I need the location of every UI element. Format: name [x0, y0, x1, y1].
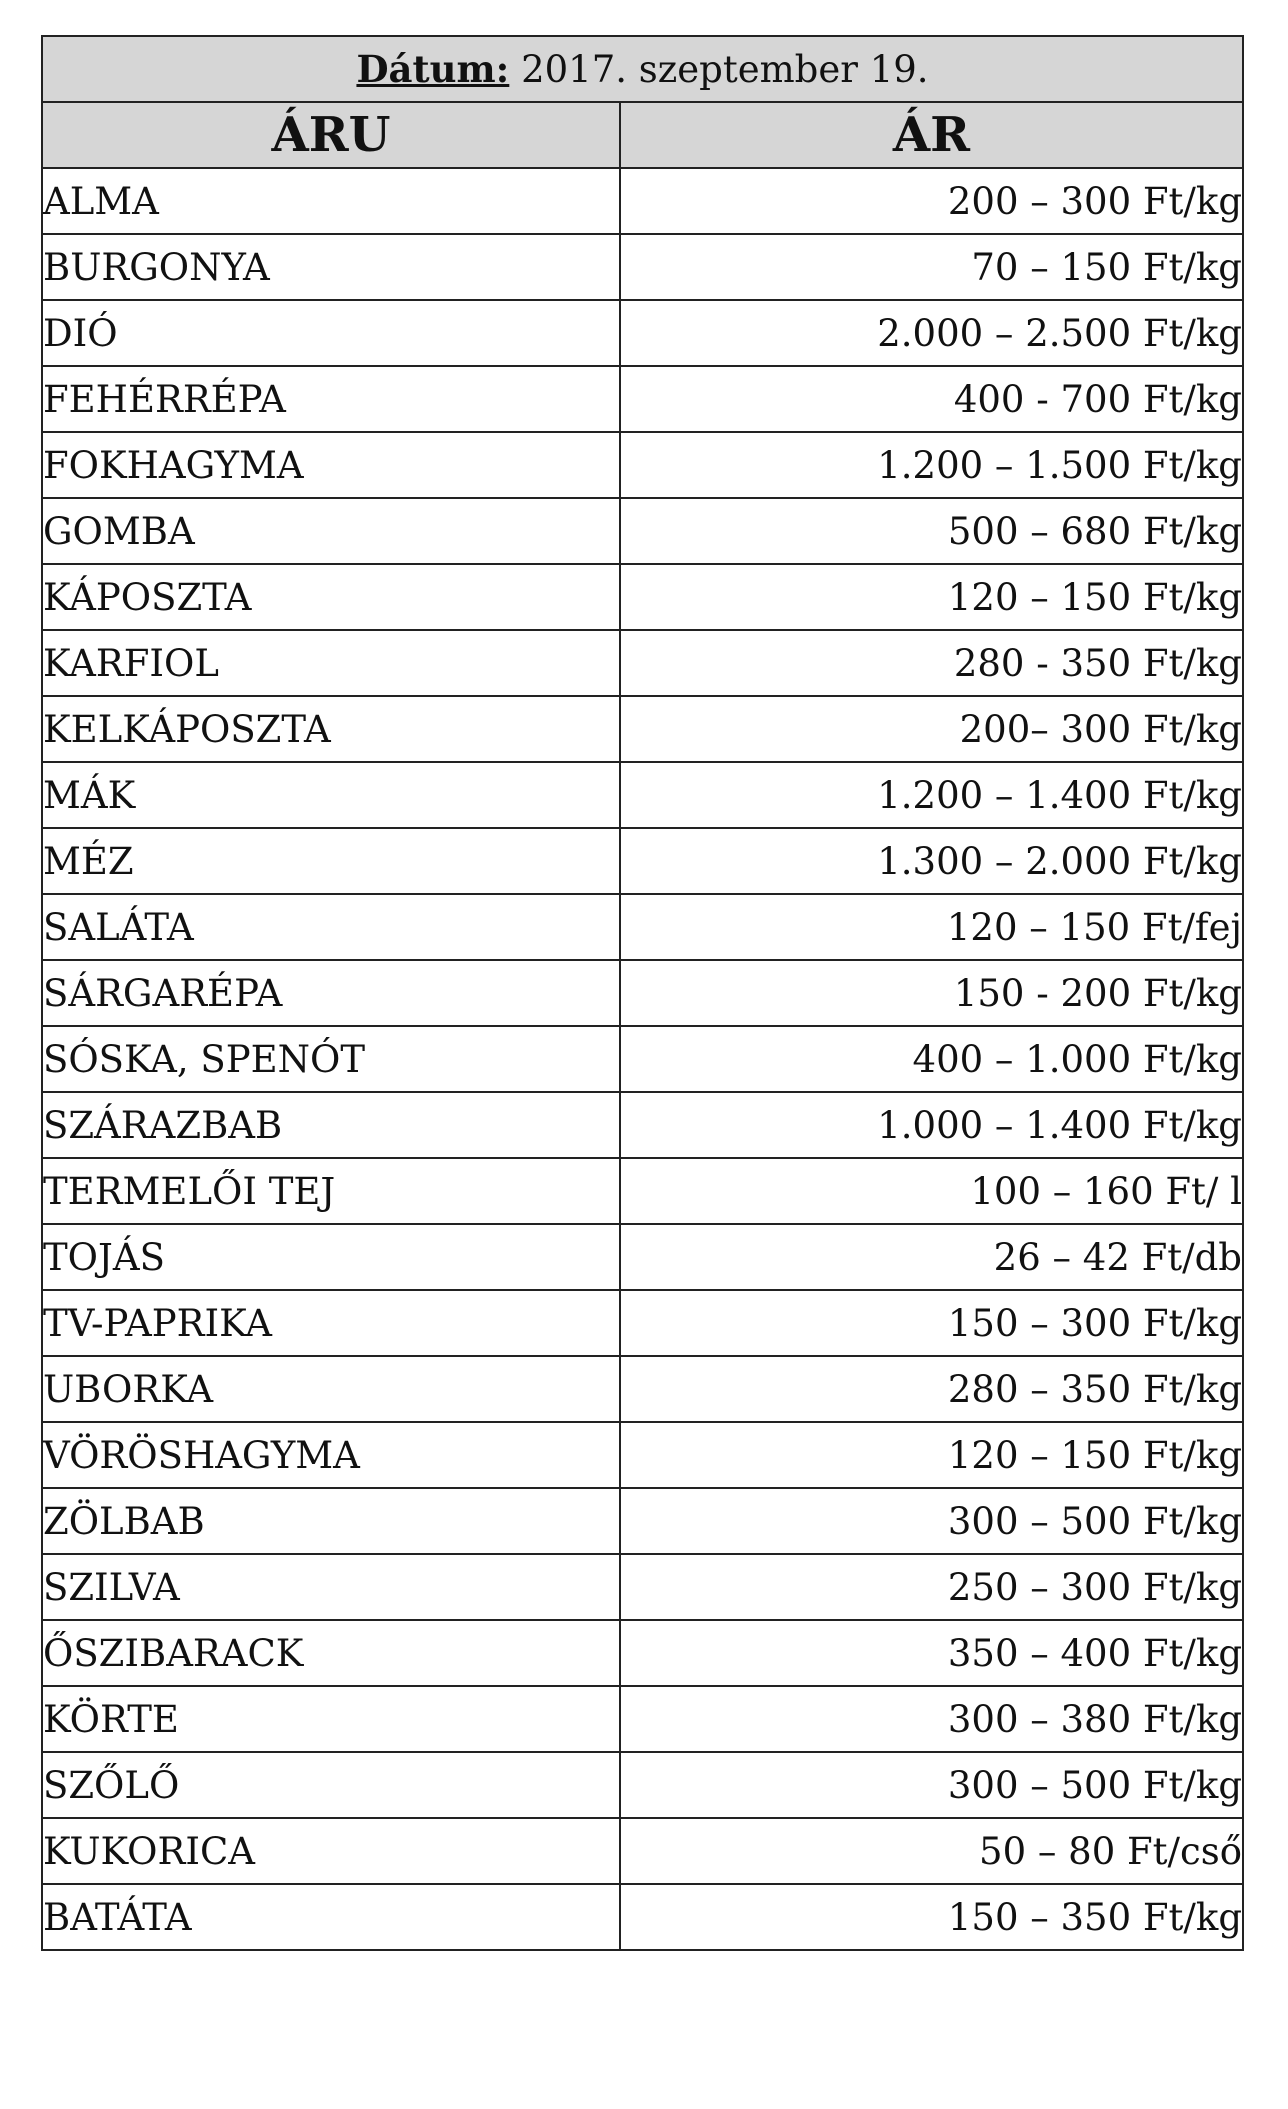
price-cell: 2.000 – 2.500 Ft/kg — [620, 300, 1243, 366]
price-cell: 200– 300 Ft/kg — [620, 696, 1243, 762]
table-row — [42, 630, 1243, 696]
item-name-cell: KÁPOSZTA — [42, 564, 620, 630]
table-row — [42, 1884, 1243, 1950]
price-cell: 300 – 500 Ft/kg — [620, 1752, 1243, 1818]
price-cell: 120 – 150 Ft/fej — [620, 894, 1243, 960]
item-name-cell: MÉZ — [42, 828, 620, 894]
price-cell: 200 – 300 Ft/kg — [620, 168, 1243, 234]
item-name-cell: TV-PAPRIKA — [42, 1290, 620, 1356]
table-row — [42, 168, 1243, 234]
item-name-cell: FEHÉRRÉPA — [42, 366, 620, 432]
table-row — [42, 1752, 1243, 1818]
item-name-cell: KUKORICA — [42, 1818, 620, 1884]
table-row — [42, 1158, 1243, 1224]
table-row — [42, 300, 1243, 366]
price-cell: 150 - 200 Ft/kg — [620, 960, 1243, 1026]
price-cell: 150 – 350 Ft/kg — [620, 1884, 1243, 1950]
price-cell: 250 – 300 Ft/kg — [620, 1554, 1243, 1620]
table-row — [42, 762, 1243, 828]
table-row — [42, 1422, 1243, 1488]
price-cell: 26 – 42 Ft/db — [620, 1224, 1243, 1290]
item-name-cell: GOMBA — [42, 498, 620, 564]
table-row — [42, 1092, 1243, 1158]
item-name-cell: KÖRTE — [42, 1686, 620, 1752]
table-row — [42, 894, 1243, 960]
date-label: Dátum: — [356, 47, 510, 91]
item-name-cell: KARFIOL — [42, 630, 620, 696]
column-header-row — [42, 102, 1243, 168]
item-name-cell: DIÓ — [42, 300, 620, 366]
item-name-cell: MÁK — [42, 762, 620, 828]
item-name-cell: SZÁRAZBAB — [42, 1092, 620, 1158]
table-row — [42, 1620, 1243, 1686]
price-cell: 50 – 80 Ft/cső — [620, 1818, 1243, 1884]
price-cell: 300 – 380 Ft/kg — [620, 1686, 1243, 1752]
price-cell: 280 – 350 Ft/kg — [620, 1356, 1243, 1422]
item-name-cell: TERMELŐI TEJ — [42, 1158, 620, 1224]
date-value: 2017. szeptember 19. — [521, 48, 929, 91]
table-row — [42, 1686, 1243, 1752]
item-column-header: ÁRU — [42, 102, 620, 168]
price-cell: 1.200 – 1.500 Ft/kg — [620, 432, 1243, 498]
price-cell: 70 – 150 Ft/kg — [620, 234, 1243, 300]
price-cell: 1.300 – 2.000 Ft/kg — [620, 828, 1243, 894]
table-row — [42, 1224, 1243, 1290]
item-name-cell: ZÖLBAB — [42, 1488, 620, 1554]
date-row — [42, 36, 1243, 102]
item-name-cell: SZŐLŐ — [42, 1752, 620, 1818]
price-cell: 300 – 500 Ft/kg — [620, 1488, 1243, 1554]
table-row — [42, 828, 1243, 894]
table-row — [42, 564, 1243, 630]
item-name-cell: VÖRÖSHAGYMA — [42, 1422, 620, 1488]
table-row — [42, 1554, 1243, 1620]
price-cell: 1.000 – 1.400 Ft/kg — [620, 1092, 1243, 1158]
table-row — [42, 1488, 1243, 1554]
item-name-cell: SÓSKA, SPENÓT — [42, 1026, 620, 1092]
table-row — [42, 498, 1243, 564]
item-name-cell: UBORKA — [42, 1356, 620, 1422]
price-cell: 120 – 150 Ft/kg — [620, 1422, 1243, 1488]
item-name-cell: FOKHAGYMA — [42, 432, 620, 498]
table-row — [42, 1356, 1243, 1422]
item-name-cell: BATÁTA — [42, 1884, 620, 1950]
item-name-cell: SALÁTA — [42, 894, 620, 960]
price-cell: 400 – 1.000 Ft/kg — [620, 1026, 1243, 1092]
price-cell: 1.200 – 1.400 Ft/kg — [620, 762, 1243, 828]
date-cell — [42, 36, 1243, 102]
table-row — [42, 1818, 1243, 1884]
price-cell: 100 – 160 Ft/ l — [620, 1158, 1243, 1224]
item-name-cell: TOJÁS — [42, 1224, 620, 1290]
table-row — [42, 696, 1243, 762]
item-name-cell: ALMA — [42, 168, 620, 234]
item-name-cell: SZILVA — [42, 1554, 620, 1620]
table-row — [42, 366, 1243, 432]
price-column-header: ÁR — [620, 102, 1243, 168]
table-body — [42, 168, 1243, 1950]
table-row — [42, 234, 1243, 300]
price-cell: 400 - 700 Ft/kg — [620, 366, 1243, 432]
item-name-cell: SÁRGARÉPA — [42, 960, 620, 1026]
price-cell: 350 – 400 Ft/kg — [620, 1620, 1243, 1686]
price-cell: 120 – 150 Ft/kg — [620, 564, 1243, 630]
table-row — [42, 1026, 1243, 1092]
price-table — [41, 35, 1244, 1951]
item-name-cell: BURGONYA — [42, 234, 620, 300]
item-name-cell: KELKÁPOSZTA — [42, 696, 620, 762]
table-row — [42, 960, 1243, 1026]
price-cell: 500 – 680 Ft/kg — [620, 498, 1243, 564]
price-cell: 150 – 300 Ft/kg — [620, 1290, 1243, 1356]
table-row — [42, 432, 1243, 498]
table-row — [42, 1290, 1243, 1356]
item-name-cell: ŐSZIBARACK — [42, 1620, 620, 1686]
price-cell: 280 - 350 Ft/kg — [620, 630, 1243, 696]
